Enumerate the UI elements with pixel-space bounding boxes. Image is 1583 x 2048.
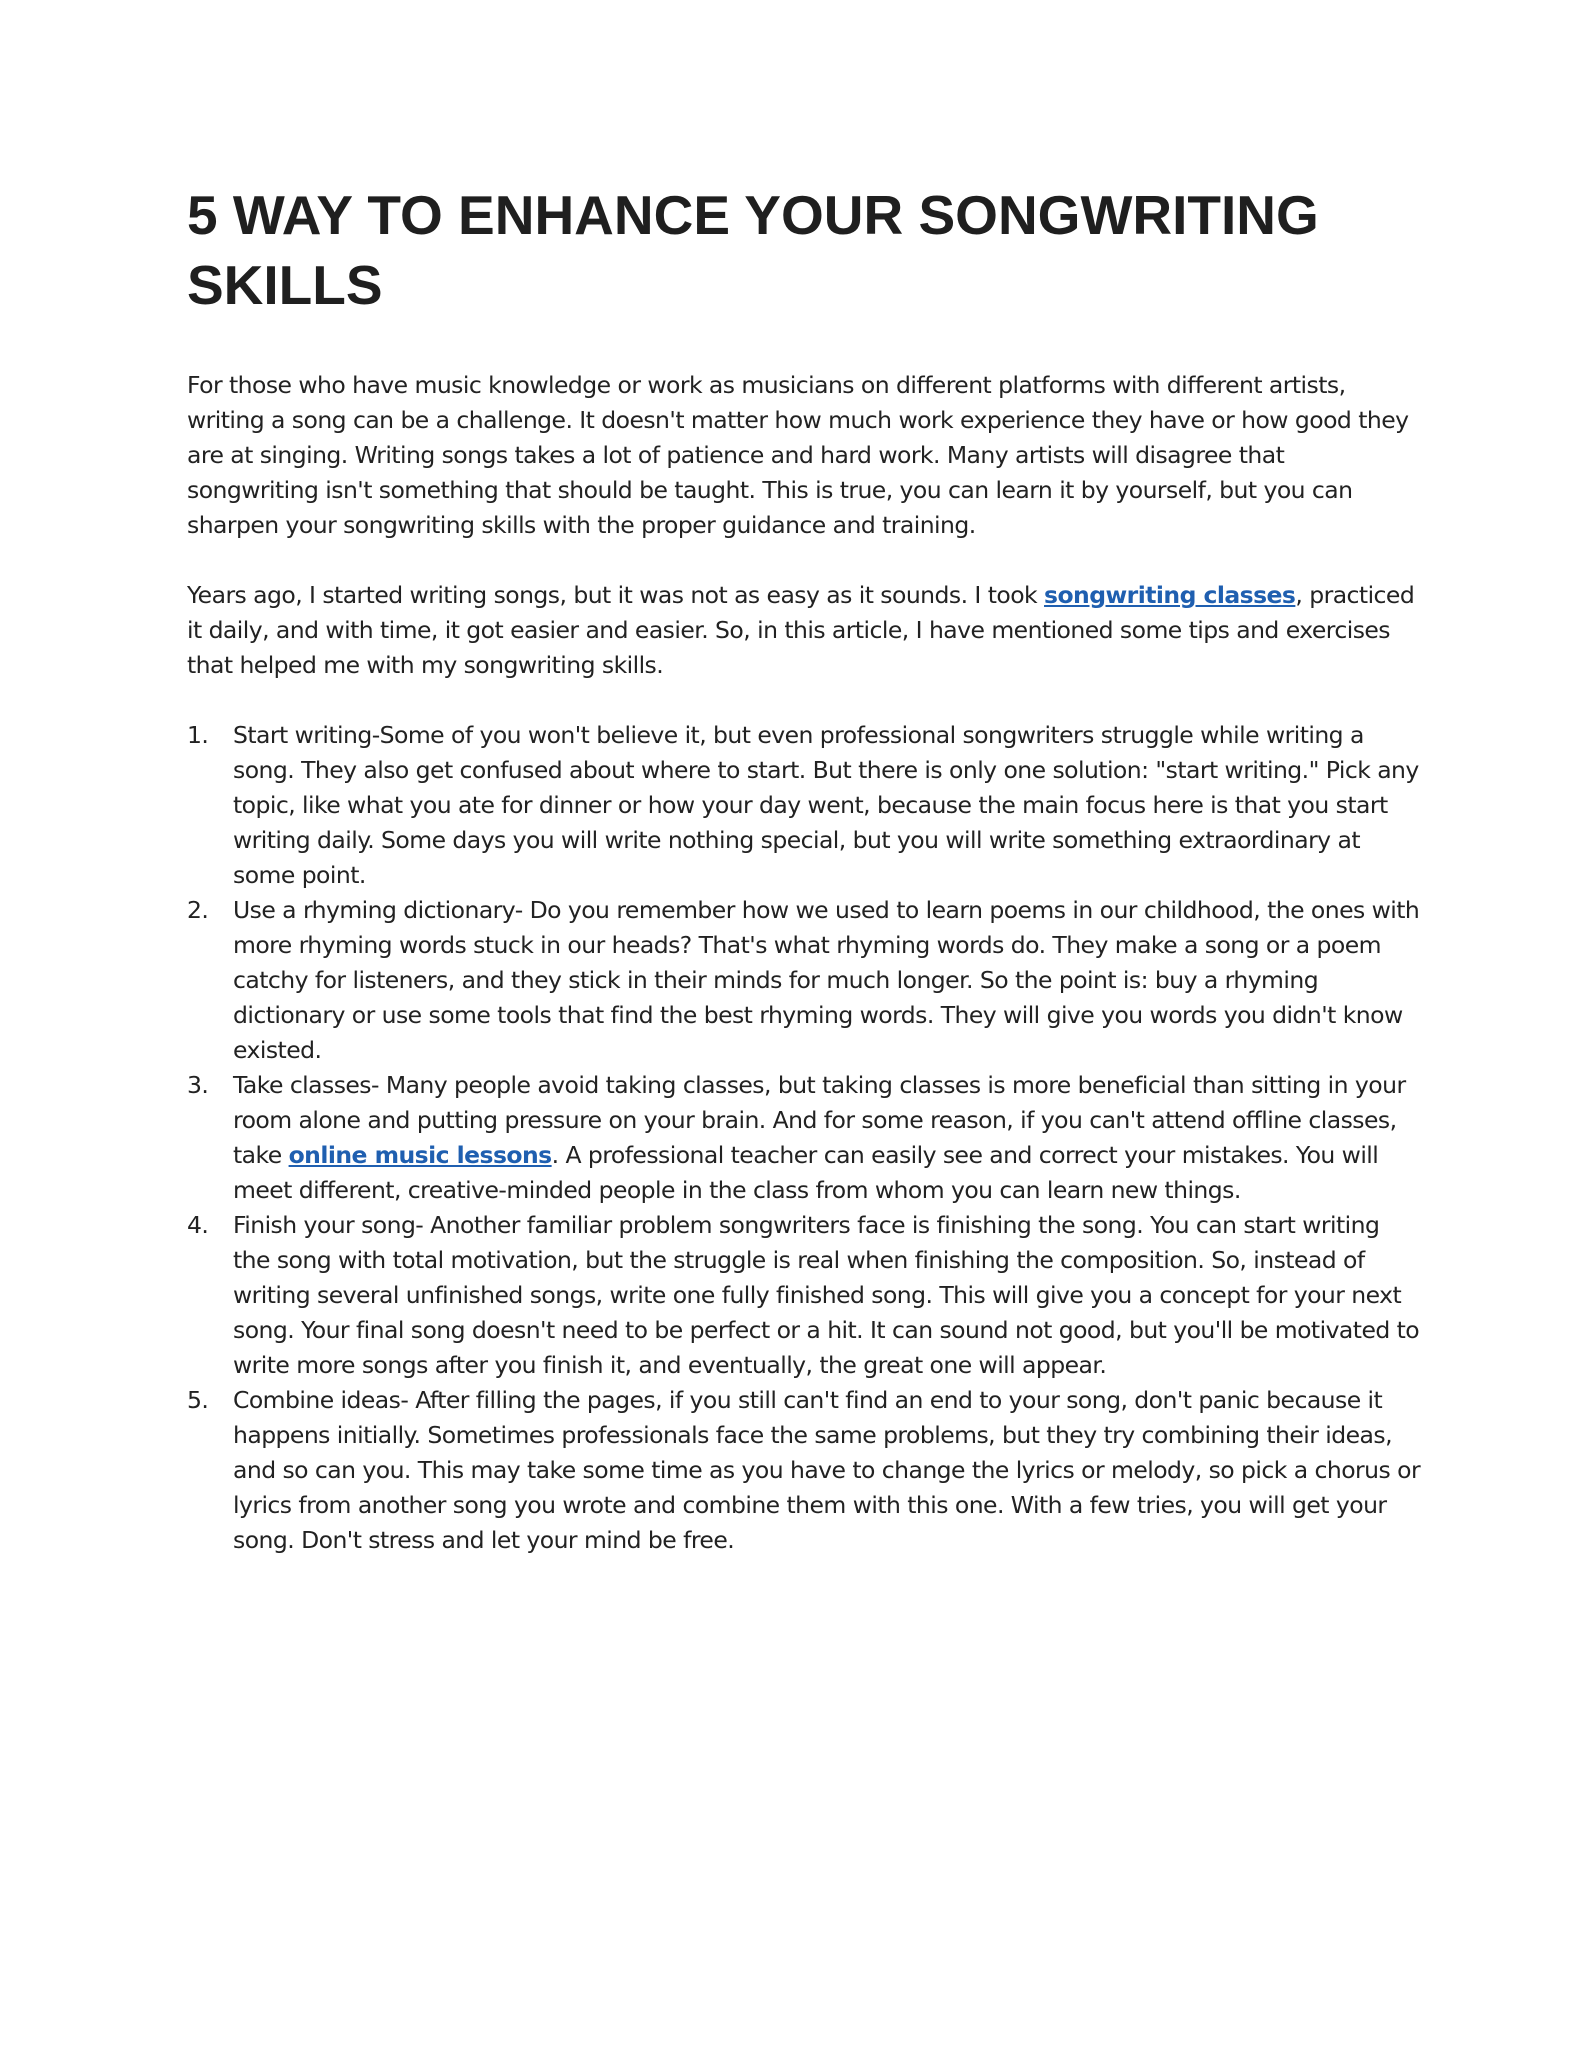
intro-paragraph: For those who have music knowledge or work as musicians on different platforms with different artists, writing a song can be a challenge. It doesn't matter how much work experience they have or how good they are at singing. Writing songs takes a lot of patience and hard work. Many artists will disagree that songwriting isn't something that should be taught. This is true, you can learn it by yourself, but you can sharpen your songwriting skills with the proper guidance and training.: [187, 371, 1409, 539]
list-item-text-before: Take classes- Many people avoid taking classes, but taking classes is more beneficial than sitting in your room alone and putting pressure on your brain. And for some reason, if you can't attend offline classes, take: [233, 1071, 1406, 1169]
list-item-number: 1.: [187, 721, 209, 749]
list-item-number: 4.: [187, 1211, 209, 1239]
list-item-text: Use a rhyming dictionary- Do you remember how we used to learn poems in our childhood, the ones with more rhyming words stuck in our heads? That's what rhyming words do. They make a song or a poem catchy for listeners, and they stick in their minds for much longer. So the point is: buy a rhyming dictionary or use some tools that find the best rhyming words. They will give you words you didn't know existed.: [233, 896, 1420, 1064]
document-content: [187, 180, 1422, 1558]
online-music-lessons-link[interactable]: online music lessons: [288, 1141, 552, 1169]
list-item-text: [233, 1071, 1406, 1204]
list-item-number: 3.: [187, 1071, 209, 1099]
list-item-number: 5.: [187, 1386, 209, 1414]
experience-text-after: , practiced it daily, and with time, it got easier and easier. So, in this article, I have mentioned some tips and exercises that helped me with my songwriting skills.: [187, 581, 1415, 679]
list-item-text-after: . A professional teacher can easily see and correct your mistakes. You will meet different, creative-minded people in the class from whom you can learn new things.: [233, 1141, 1379, 1204]
list-item: [187, 1208, 1422, 1383]
list-item: [187, 1383, 1422, 1558]
list-item: [187, 1068, 1422, 1208]
list-item: [187, 893, 1422, 1068]
page-title: 5 WAY TO ENHANCE YOUR SONGWRITING SKILLS: [187, 184, 1319, 316]
list-item-text: Start writing-Some of you won't believe it, but even professional songwriters struggle while writing a song. They also get confused about where to start. But there is only one solution: "start writing." Pick any topic, like what you ate for dinner or how your day went, because the main focus here is that you start writing daily. Some days you will write nothing special, but you will write something extraordinary at some point.: [233, 721, 1419, 889]
experience-text-before: Years ago, I started writing songs, but it was not as easy as it sounds. I took: [187, 581, 1045, 609]
list-item-text: Finish your song- Another familiar problem songwriters face is finishing the song. You can start writing the song with total motivation, but the struggle is real when finishing the composition. So, instead of writing several unfinished songs, write one fully finished song. This will give you a concept for your next song. Your final song doesn't need to be perfect or a hit. It can sound not good, but you'll be motivated to write more songs after you finish it, and eventually, the great one will appear.: [233, 1211, 1420, 1379]
tips-list: [187, 718, 1422, 1558]
list-item-text: Combine ideas- After filling the pages, if you still can't find an end to your song, don't panic because it happens initially. Sometimes professionals face the same problems, but they try combining their ideas, and so can you. This may take some time as you have to change the lyrics or melody, so pick a chorus or lyrics from another song you wrote and combine them with this one. With a few tries, you will get your song. Don't stress and let your mind be free.: [233, 1386, 1421, 1554]
list-item: [187, 718, 1422, 893]
songwriting-classes-link[interactable]: songwriting classes: [1044, 581, 1296, 609]
experience-paragraph: [187, 578, 1422, 683]
list-item-number: 2.: [187, 896, 209, 924]
